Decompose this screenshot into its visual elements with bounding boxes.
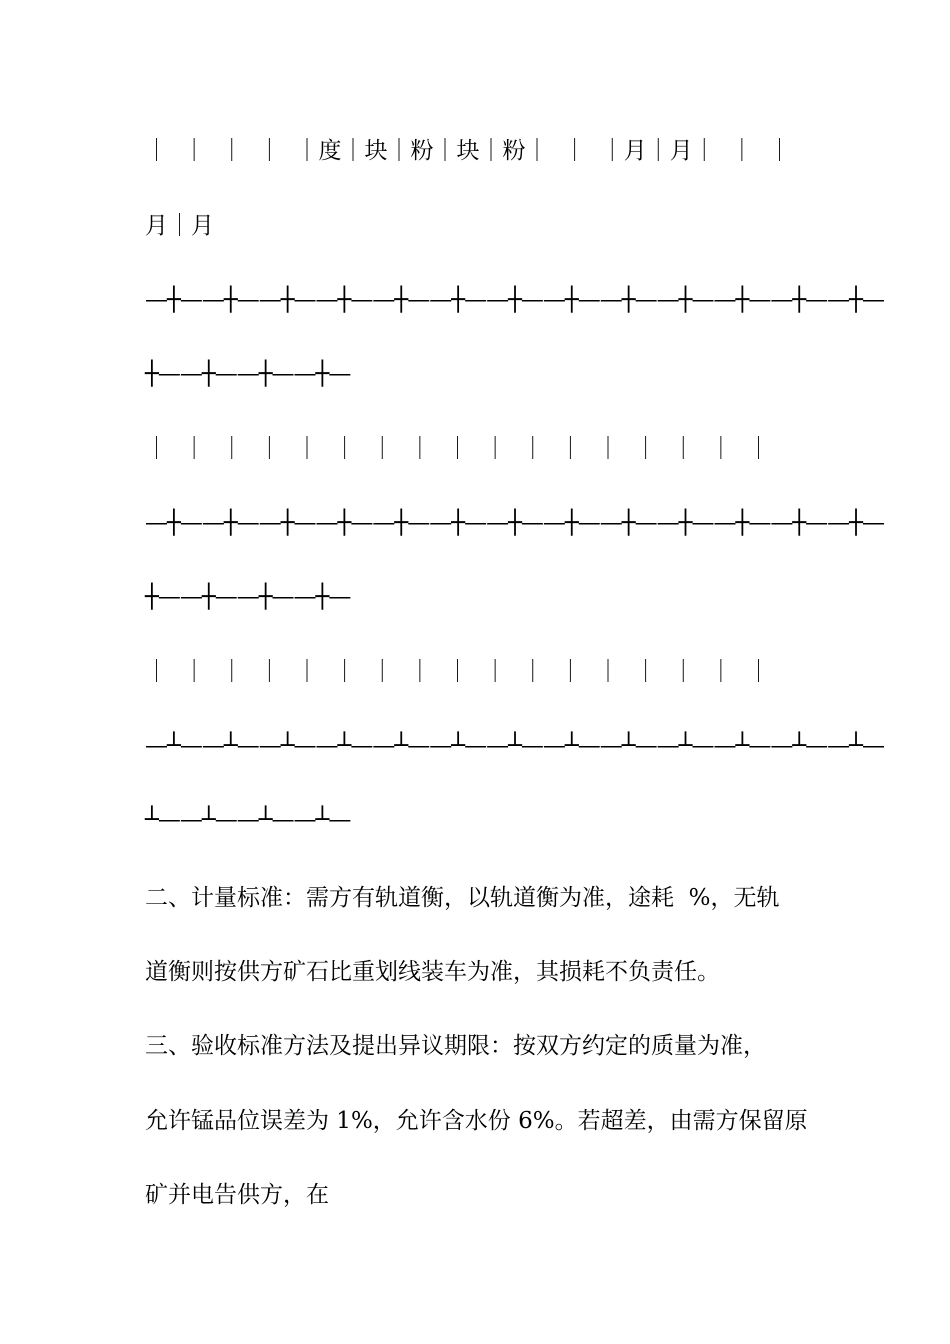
- table-row-1: ｜ ｜ ｜ ｜ ｜ ｜ ｜ ｜ ｜ ｜ ｜ ｜ ｜ ｜ ｜ ｜ ｜: [145, 436, 770, 462]
- paragraph-line-5: 矿并电告供方，在: [145, 1182, 329, 1208]
- table-row-2: ｜ ｜ ｜ ｜ ｜ ｜ ｜ ｜ ｜ ｜ ｜ ｜ ｜ ｜ ｜ ｜ ｜: [145, 659, 770, 685]
- table-bottom-rule-a: —┴——┴——┴——┴——┴——┴——┴——┴——┴——┴——┴——┴——┴—: [145, 733, 885, 759]
- table-header-row-2: 月｜月: [145, 213, 214, 239]
- table-rule-2a: —┼——┼——┼——┼——┼——┼——┼——┼——┼——┼——┼——┼——┼—: [145, 510, 885, 536]
- paragraph-line-2: 道衡则按供方矿石比重划线装车为准，其损耗不负责任。: [145, 959, 720, 985]
- paragraph-line-4: 允许锰品位误差为 1%，允许含水份 6%。若超差，由需方保留原: [145, 1108, 808, 1134]
- table-header-row-1: ｜ ｜ ｜ ｜ ｜度｜块｜粉｜块｜粉｜ ｜ ｜月｜月｜ ｜ ｜: [145, 138, 791, 164]
- paragraph-line-3: 三、验收标准方法及提出异议期限：按双方约定的质量为准，: [145, 1033, 766, 1059]
- table-rule-2b: ┼——┼——┼——┼—: [145, 584, 351, 610]
- table-rule-1b: ┼——┼——┼——┼—: [145, 361, 351, 387]
- paragraph-line-1: 二、计量标准：需方有轨道衡，以轨道衡为准，途耗 %，无轨: [145, 885, 780, 911]
- table-bottom-rule-b: ┴——┴——┴——┴—: [145, 807, 351, 833]
- table-rule-1a: —┼——┼——┼——┼——┼——┼——┼——┼——┼——┼——┼——┼——┼—: [145, 287, 885, 313]
